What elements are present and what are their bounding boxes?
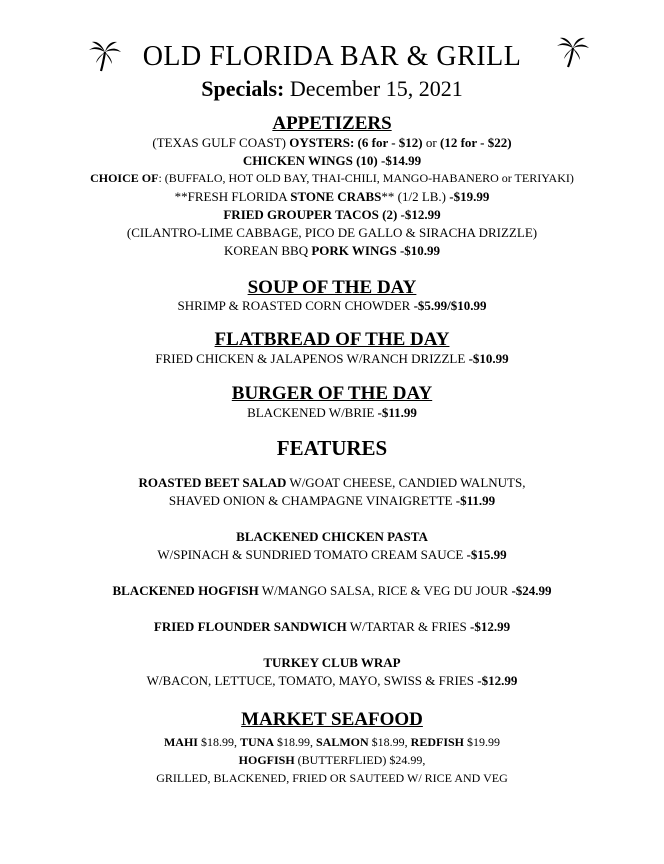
hogfish-description: W/MANGO SALSA, RICE & VEG DU JOUR (258, 583, 512, 598)
flounder-price: -$12.99 (470, 619, 511, 634)
chicken-pasta-description (0, 546, 664, 563)
flounder-name: FRIED FLOUNDER SANDWICH (153, 619, 347, 634)
menu-item-soup (0, 297, 664, 314)
menu-item-grouper-tacos: FRIED GROUPER TACOS (2) -$12.99 (223, 207, 441, 222)
menu-item-flatbread (0, 350, 664, 367)
salad-description-2: SHAVED ONION & CHAMPAGNE VINAIGRETTE (168, 493, 456, 508)
oysters-name: OYSTERS: (6 for - $12) (289, 135, 423, 150)
crabs-prefix: **FRESH FLORIDA (174, 189, 291, 204)
tuna-label: TUNA (239, 735, 274, 749)
specials-date-line (0, 76, 664, 102)
choice-label: CHOICE OF (90, 171, 159, 185)
salad-description: W/GOAT CHEESE, CANDIED WALNUTS, (286, 475, 526, 490)
specials-label: Specials: (201, 76, 285, 101)
redfish-price: $19.99 (464, 735, 501, 749)
market-preparation: GRILLED, BLACKENED, FRIED OR SAUTEED W/ RICE AND VEG (156, 771, 508, 785)
market-hogfish (0, 752, 664, 769)
grouper-tacos-description: (CILANTRO-LIME CABBAGE, PICO DE GALLO & SIRACHA DRIZZLE) (126, 225, 538, 240)
section-title-flatbread: FLATBREAD OF THE DAY (214, 329, 450, 350)
mahi-label: MAHI (163, 735, 198, 749)
crabs-price: -$19.99 (449, 189, 490, 204)
crabs-size: ** (1/2 LB.) (381, 189, 450, 204)
menu-item-pork-wings (0, 242, 664, 259)
choice-options: : (BUFFALO, HOT OLD BAY, THAI-CHILI, MANGO-HABANERO or TERIYAKI) (158, 171, 574, 185)
burger-name: BLACKENED W/BRIE (247, 405, 378, 420)
beet-salad-line-2 (0, 492, 664, 509)
menu-item-flounder-sandwich (0, 618, 664, 635)
salmon-price: $18.99, (368, 735, 411, 749)
menu-item-oysters (0, 134, 664, 151)
pork-prefix: KOREAN BBQ (223, 243, 312, 258)
oysters-origin: (TEXAS GULF COAST) (152, 135, 290, 150)
oysters-or: or (422, 135, 440, 150)
menu-item-chicken-pasta: BLACKENED CHICKEN PASTA (236, 529, 428, 544)
menu-item-burger (0, 404, 664, 421)
soup-price: -$5.99/$10.99 (413, 298, 487, 313)
hogfish-price: -$24.99 (511, 583, 552, 598)
salad-name: ROASTED BEET SALAD (138, 475, 287, 490)
section-title-appetizers: APPETIZERS (272, 113, 392, 134)
burger-price: -$11.99 (377, 405, 417, 420)
hogfish-name: BLACKENED HOGFISH (112, 583, 259, 598)
menu-item-beet-salad (0, 474, 664, 491)
wrap-description: W/BACON, LETTUCE, TOMATO, MAYO, SWISS & FRIES (146, 673, 478, 688)
wings-choice (0, 170, 664, 187)
menu-item-turkey-wrap: TURKEY CLUB WRAP (263, 655, 401, 670)
flatbread-name: FRIED CHICKEN & JALAPENOS W/RANCH DRIZZLE (155, 351, 469, 366)
menu-item-hogfish (0, 582, 664, 599)
wrap-price: -$12.99 (477, 673, 518, 688)
section-title-soup: SOUP OF THE DAY (247, 277, 417, 298)
menu-item-wings: CHICKEN WINGS (10) -$14.99 (242, 153, 422, 168)
specials-date: December 15, 2021 (289, 76, 463, 101)
restaurant-title: OLD FLORIDA BAR & GRILL (142, 41, 522, 72)
mahi-price: $18.99, (197, 735, 240, 749)
menu-item-stone-crabs (0, 188, 664, 205)
market-hogfish-label: HOGFISH (238, 753, 295, 767)
turkey-wrap-description (0, 672, 664, 689)
section-title-market-seafood: MARKET SEAFOOD (241, 709, 423, 730)
salad-price: -$11.99 (455, 493, 496, 508)
flounder-description: W/TARTAR & FRIES (346, 619, 471, 634)
market-hogfish-price: (BUTTERFLIED) $24.99, (294, 753, 426, 767)
tuna-price: $18.99, (274, 735, 316, 749)
pork-name: PORK WINGS -$10.99 (311, 243, 441, 258)
pasta-description: W/SPINACH & SUNDRIED TOMATO CREAM SAUCE (157, 547, 467, 562)
palm-tree-icon (556, 34, 590, 68)
redfish-label: REDFISH (410, 735, 465, 749)
salmon-label: SALMON (316, 735, 369, 749)
soup-name: SHRIMP & ROASTED CORN CHOWDER (177, 298, 414, 313)
pasta-price: -$15.99 (466, 547, 507, 562)
section-title-features: FEATURES (276, 436, 388, 460)
flatbread-price: -$10.99 (468, 351, 509, 366)
section-title-burger: BURGER OF THE DAY (231, 383, 433, 404)
market-fish-prices (0, 734, 664, 751)
oysters-dozen-price: (12 for - $22) (439, 135, 512, 150)
crabs-name: STONE CRABS (290, 189, 382, 204)
